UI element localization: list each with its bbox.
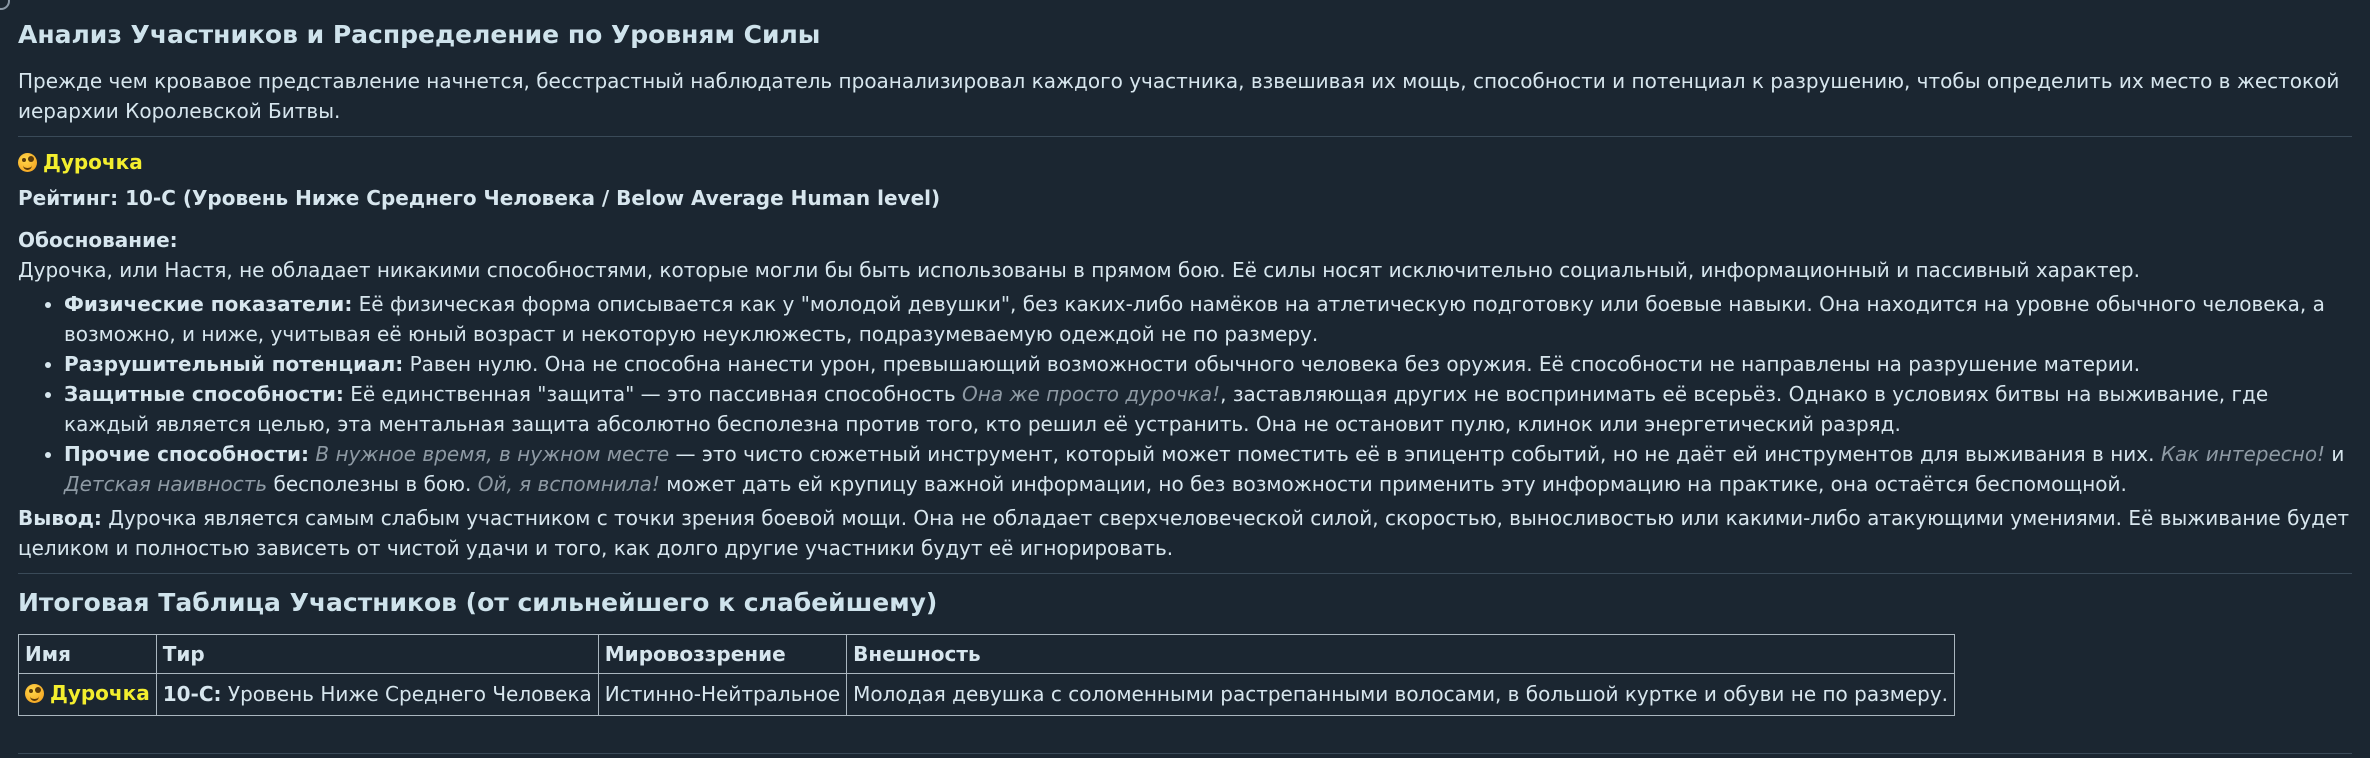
justification-text: Дурочка, или Настя, не обладает никакими способностями, которые могли бы быть использованы в прямом бою. Её силы носят исключительно социальный, информационный и пассивный характер. [18, 258, 2140, 282]
zany-face-emoji-icon [25, 684, 44, 703]
column-header-name: Имя [19, 635, 157, 674]
ability-name: Как интересно! [2160, 442, 2326, 466]
rating-label: Рейтинг: [18, 186, 119, 210]
cell-name [19, 674, 157, 716]
justification-label: Обоснование: [18, 228, 178, 252]
table-header-row [19, 635, 1955, 674]
point-label: Физические показатели: [64, 292, 353, 316]
point-text: , заставляющая других не воспринимать её всерьёз. Однако в условиях битвы на выживание, где каждый является целью, эта ментальная защита абсолютно бесполезна против того, кто решил её устранить. Она не остановит пулю, клинок или энергетический разряд. [64, 382, 2269, 436]
ability-list [18, 289, 2352, 499]
row-name: Дурочка [50, 681, 150, 705]
tier-text: Уровень Ниже Среднего Человека [221, 682, 592, 707]
ability-name: Детская наивность [64, 472, 268, 496]
conclusion [18, 503, 2352, 563]
point-text: бесполезны в бою. [267, 472, 478, 496]
corner-ring-decoration [0, 0, 10, 10]
intro-paragraph: Прежде чем кровавое представление начнется, бесстрастный наблюдатель проанализировал каждого участника, взвешивая их мощь, способности и потенциал к разрушению, чтобы определить их место в жестокой иерархии Королевской Битвы. [18, 69, 2340, 123]
divider [18, 753, 2352, 754]
list-item [64, 439, 2352, 499]
summary-table [18, 634, 1955, 716]
cell-appearance: Молодая девушка с соломенными растрепанными волосами, в большой куртке и обуви не по размеру. [847, 674, 1955, 716]
summary-title: Итоговая Таблица Участников (от сильнейшего к слабейшему) [18, 588, 938, 617]
point-label: Защитные способности: [64, 382, 344, 406]
column-header-alignment: Мировоззрение [598, 635, 846, 674]
ability-name: Она же просто дурочка! [962, 382, 1221, 406]
tier-code: 10-C: [162, 682, 222, 707]
divider [18, 136, 2352, 137]
list-item [64, 379, 2352, 439]
point-text: Равен нулю. Она не способна нанести урон, превышающий возможности обычного человека без оружия. Её способности не направлены на разрушение материи. [403, 352, 2141, 376]
rating-line [18, 183, 2352, 213]
divider [18, 573, 2352, 574]
point-text: может дать ей крупицу важной информации, но без возможности применить эту информацию на практике, она остаётся беспомощной. [659, 472, 2127, 496]
ability-name: В нужное время, в нужном месте [315, 442, 670, 466]
list-item [64, 289, 2352, 349]
point-label: Разрушительный потенциал: [64, 352, 404, 376]
character-name: Дурочка [43, 150, 143, 174]
conclusion-label: Вывод: [18, 506, 102, 530]
point-text: Её физическая форма описывается как у "молодой девушки", без каких-либо намёков на атлетическую подготовку или боевые навыки. Она находится на уровне обычного человека, а возможно, и ниже, учитывая её юный возраст и некоторую неуклюжесть, подразумеваемую одеждой не по размеру. [64, 292, 2325, 346]
conclusion-text: Дурочка является самым слабым участником с точки зрения боевой мощи. Она не обладает сверхчеловеческой силой, скоростью, выносливостью или какими-либо атакующими умениями. Её выживание будет целиком и полностью зависеть от чистой удачи и того, как долго другие участники будут её игнорировать. [18, 506, 2350, 560]
zany-face-emoji-icon [18, 153, 37, 172]
point-text: — это чисто сюжетный инструмент, который может поместить её в эпицентр событий, но не даёт ей инструментов для выживания в них. [669, 442, 2161, 466]
point-text: Её единственная "защита" — это пассивная способность [343, 382, 963, 406]
ability-name: Ой, я вспомнила! [477, 472, 660, 496]
table-row [19, 674, 1955, 716]
column-header-appearance: Внешность [847, 635, 1955, 674]
column-header-tier: Тир [156, 635, 598, 674]
character-heading [18, 147, 2352, 177]
rating-value: 10-C (Уровень Ниже Среднего Человека / Below Average Human level) [125, 186, 941, 210]
point-label: Прочие способности: [64, 442, 310, 466]
page-title: Анализ Участников и Распределение по Уровням Силы [18, 20, 821, 49]
list-item [64, 349, 2352, 379]
cell-alignment: Истинно-Нейтральное [598, 674, 846, 716]
cell-tier [156, 674, 598, 716]
point-text: и [2325, 442, 2345, 466]
